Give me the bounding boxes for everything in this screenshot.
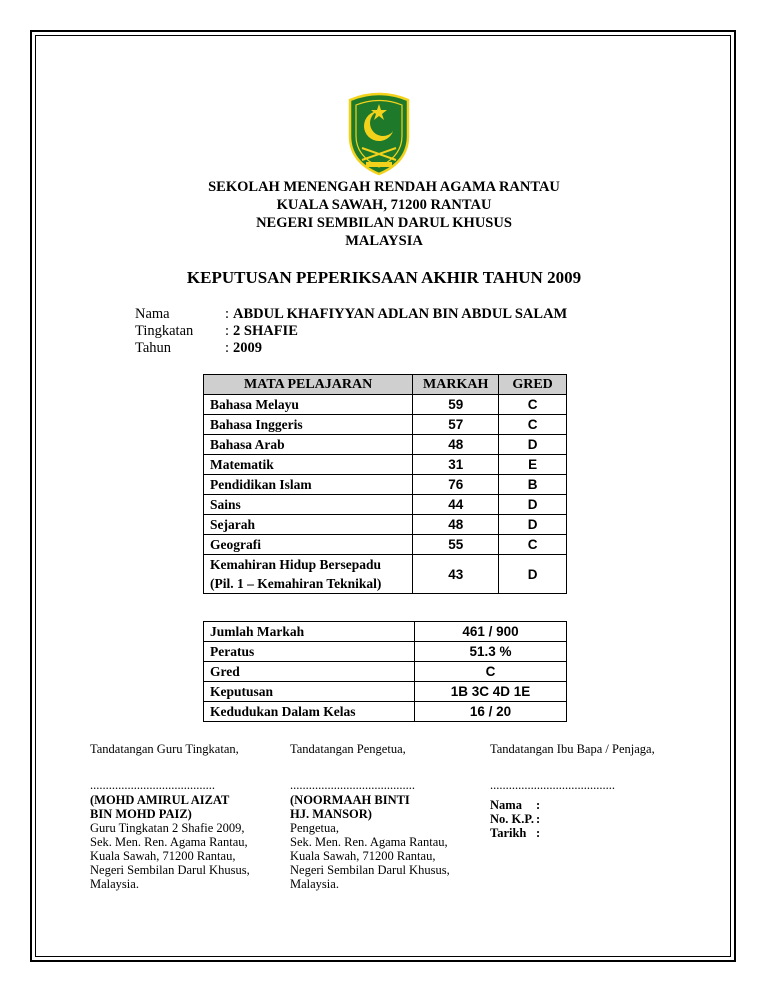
signatory-name: (NOORMAAH BINTI (290, 793, 410, 807)
table-row (204, 555, 567, 594)
signature-heading: Tandatangan Ibu Bapa / Penjaga, (490, 742, 655, 756)
summary-value: 461 / 900 (415, 622, 567, 642)
field-label: No. K.P. (490, 812, 534, 826)
col-header-mark: MARKAH (413, 375, 499, 395)
school-line: SEKOLAH MENENGAH RENDAH AGAMA RANTAU (208, 179, 560, 195)
summary-table (203, 621, 567, 722)
subject-cell: Geografi (204, 535, 413, 555)
table-row (204, 395, 567, 415)
signatory-detail: Kuala Sawah, 71200 Rantau, (290, 849, 436, 863)
results-header-row (204, 375, 567, 395)
document-title: KEPUTUSAN PEPERIKSAAN AKHIR TAHUN 2009 (186, 268, 582, 287)
signatory-name: HJ. MANSOR) (290, 807, 372, 821)
col-header-subject: MATA PELAJARAN (204, 375, 413, 395)
signatory-name: (MOHD AMIRUL AIZAT (90, 793, 230, 807)
signature-heading: Tandatangan Pengetua, (290, 742, 406, 756)
info-value: 2009 (233, 340, 262, 356)
signatory-detail: Malaysia. (290, 877, 339, 891)
grade-cell: D (499, 495, 567, 515)
parent-field-date (490, 826, 680, 840)
signatory-detail: Malaysia. (90, 877, 139, 891)
summary-row (204, 622, 567, 642)
signatory-detail: Sek. Men. Ren. Agama Rantau, (290, 835, 448, 849)
mark-cell: 31 (413, 455, 499, 475)
signatory-detail: Pengetua, (290, 821, 339, 835)
table-row (204, 535, 567, 555)
table-row (204, 495, 567, 515)
student-info (135, 306, 567, 357)
info-label: Tahun (135, 340, 172, 356)
grade-cell: B (499, 475, 567, 495)
grade-cell: D (499, 435, 567, 455)
table-row (204, 455, 567, 475)
info-row-form: Tingkatan : 2 SHAFIE (135, 323, 298, 339)
summary-value: 51.3 % (415, 642, 567, 662)
col-header-grade: GRED (499, 375, 567, 395)
signatory-detail: Kuala Sawah, 71200 Rantau, (90, 849, 236, 863)
mark-cell: 55 (413, 535, 499, 555)
summary-label: Keputusan (204, 682, 415, 702)
signatory-detail: Negeri Sembilan Darul Khusus, (290, 863, 450, 877)
field-label: Tarikh (490, 826, 527, 840)
signature-line: ........................................ (90, 778, 215, 792)
subject-cell: Bahasa Melayu (204, 395, 413, 415)
info-value: 2 SHAFIE (233, 323, 298, 339)
summary-value: C (415, 662, 567, 682)
signature-heading: Tandatangan Guru Tingkatan, (90, 742, 239, 756)
mark-cell: 48 (413, 515, 499, 535)
grade-cell: D (499, 515, 567, 535)
signatory-detail: Negeri Sembilan Darul Khusus, (90, 863, 250, 877)
table-row (204, 515, 567, 535)
field-sep: : (536, 826, 541, 840)
subject-cell: Bahasa Arab (204, 435, 413, 455)
parent-signature-block (490, 742, 680, 840)
signatory-detail: Sek. Men. Ren. Agama Rantau, (90, 835, 248, 849)
mark-cell: 43 (413, 555, 499, 594)
subject-cell: Matematik (204, 455, 413, 475)
summary-row (204, 702, 567, 722)
principal-signature-block (290, 742, 470, 891)
summary-value: 16 / 20 (415, 702, 567, 722)
grade-cell: C (499, 535, 567, 555)
parent-field-ic (490, 812, 680, 826)
summary-label: Gred (204, 662, 415, 682)
school-name-block (0, 178, 768, 250)
school-line: KUALA SAWAH, 71200 RANTAU (276, 197, 492, 213)
school-crest-icon (346, 90, 412, 176)
field-sep: : (536, 812, 541, 826)
summary-label: Kedudukan Dalam Kelas (204, 702, 415, 722)
grade-cell: C (499, 415, 567, 435)
mark-cell: 76 (413, 475, 499, 495)
table-row (204, 415, 567, 435)
subject-cell: Bahasa Inggeris (204, 415, 413, 435)
school-line: NEGERI SEMBILAN DARUL KHUSUS (256, 215, 512, 231)
signature-line: ........................................ (290, 778, 415, 792)
subject-cell (204, 555, 413, 594)
results-table (203, 374, 567, 594)
summary-label: Jumlah Markah (204, 622, 415, 642)
mark-cell: 59 (413, 395, 499, 415)
teacher-signature-block (90, 742, 270, 891)
info-label: Tingkatan (135, 323, 194, 339)
mark-cell: 44 (413, 495, 499, 515)
mark-cell: 57 (413, 415, 499, 435)
mark-cell: 48 (413, 435, 499, 455)
grade-cell: C (499, 395, 567, 415)
subject-cell: Sains (204, 495, 413, 515)
table-row (204, 475, 567, 495)
subject-line: (Pil. 1 – Kemahiran Teknikal) (210, 576, 382, 591)
signature-line: ........................................ (490, 778, 615, 792)
parent-field-name (490, 798, 680, 812)
info-row-year: Tahun : 2009 (135, 340, 262, 356)
summary-value: 1B 3C 4D 1E (415, 682, 567, 702)
grade-cell: E (499, 455, 567, 475)
summary-row (204, 682, 567, 702)
info-row-name: Nama : ABDUL KHAFIYYAN ADLAN BIN ABDUL SALAM (135, 306, 568, 322)
subject-cell: Pendidikan Islam (204, 475, 413, 495)
grade-cell: D (499, 555, 567, 594)
subject-cell: Sejarah (204, 515, 413, 535)
info-value: ABDUL KHAFIYYAN ADLAN BIN ABDUL SALAM (233, 306, 568, 322)
signatory-name: BIN MOHD PAIZ) (90, 807, 192, 821)
school-line: MALAYSIA (345, 233, 423, 249)
summary-row (204, 662, 567, 682)
field-label: Nama (490, 798, 522, 812)
subject-line: Kemahiran Hidup Bersepadu (210, 557, 382, 572)
signatory-detail: Guru Tingkatan 2 Shafie 2009, (90, 821, 245, 835)
info-label: Nama (135, 306, 170, 322)
field-sep: : (536, 798, 541, 812)
table-row (204, 435, 567, 455)
summary-label: Peratus (204, 642, 415, 662)
summary-row (204, 642, 567, 662)
